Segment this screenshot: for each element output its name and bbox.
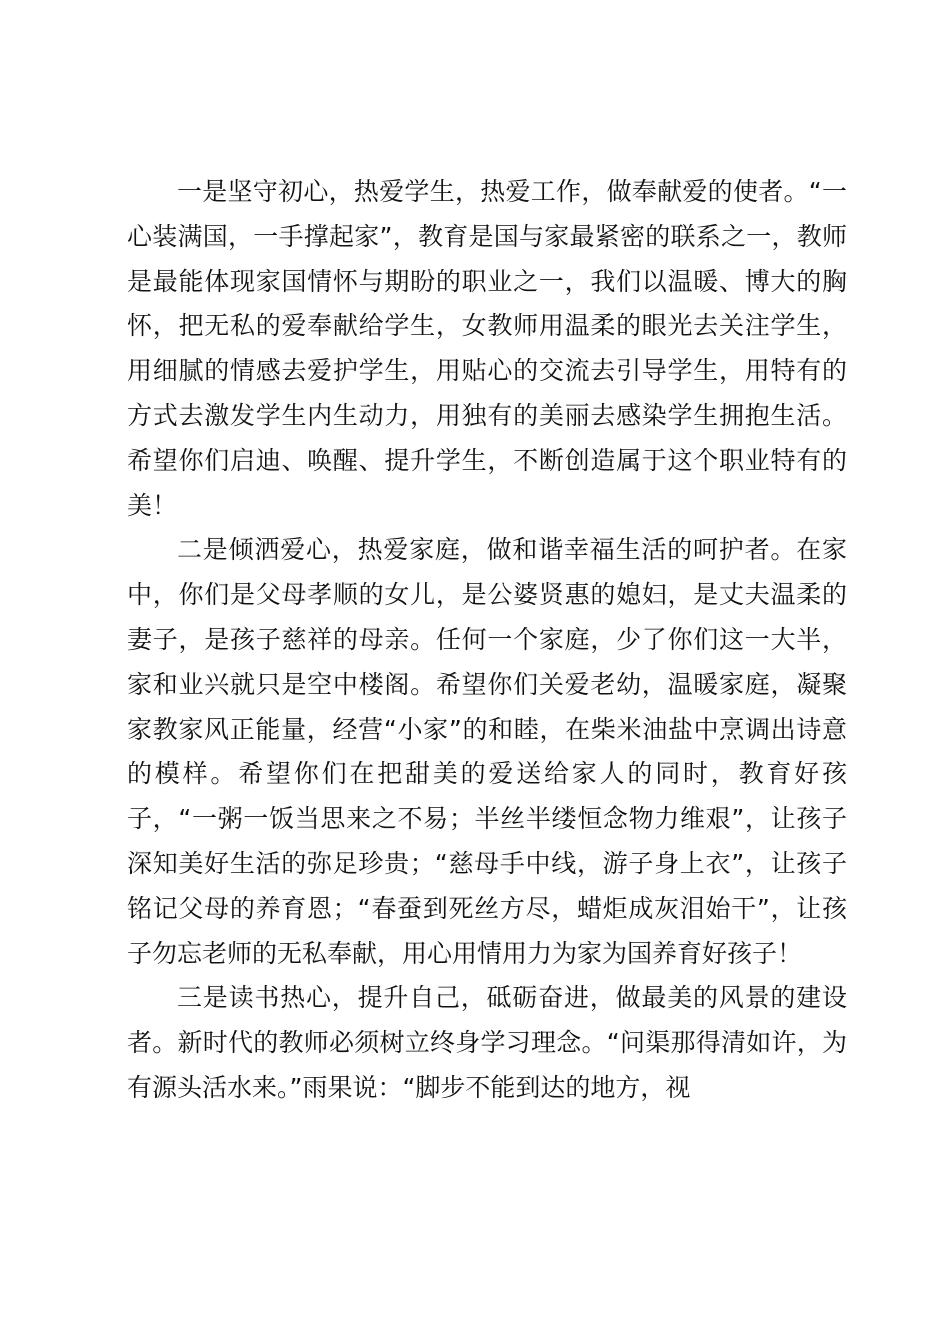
document-body — [127, 170, 847, 1111]
paragraph-2: 二是倾洒爱心，热爱家庭，做和谐幸福生活的呵护者。在家中，你们是父母孝顺的女儿，是公婆贤惠的媳妇，是丈夫温柔的妻子，是孩子慈祥的母亲。任何一个家庭，少了你们这一大半，家和业兴就只是空中楼阁。希望你们关爱老幼，温暖家庭，凝聚家教家风正能量，经营“小家”的和睦，在柴米油盐中烹调出诗意的模样。希望你们在把甜美的爱送给家人的同时，教育好孩子，“一粥一饭当思来之不易；半丝半缕恒念物力维艰”，让孩子深知美好生活的弥足珍贵；“慈母手中线，游子身上衣”，让孩子铭记父母的养育恩；“春蚕到死丝方尽，蜡炬成灰泪始干”，让孩子勿忘老师的无私奉献，用心用情用力为家为国养育好孩子！ — [127, 535, 847, 968]
paragraph-3: 三是读书热心，提升自己，砥砺奋进，做最美的风景的建设者。新时代的教师必须树立终身学习理念。“问渠那得清如许，为有源头活水来。”雨果说：“脚步不能到达的地方，视 — [127, 983, 847, 1102]
paragraph-1: 一是坚守初心，热爱学生，热爱工作，做奉献爱的使者。“一心装满国，一手撑起家”，教育是国与家最紧密的联系之一，教师是最能体现家国情怀与期盼的职业之一，我们以温暖、博大的胸怀，把无私的爱奉献给学生，女教师用温柔的眼光去关注学生，用细腻的情感去爱护学生，用贴心的交流去引导学生，用特有的方式去激发学生内生动力，用独有的美丽去感染学生拥抱生活。希望你们启迪、唤醒、提升学生，不断创造属于这个职业特有的美！ — [127, 177, 847, 520]
